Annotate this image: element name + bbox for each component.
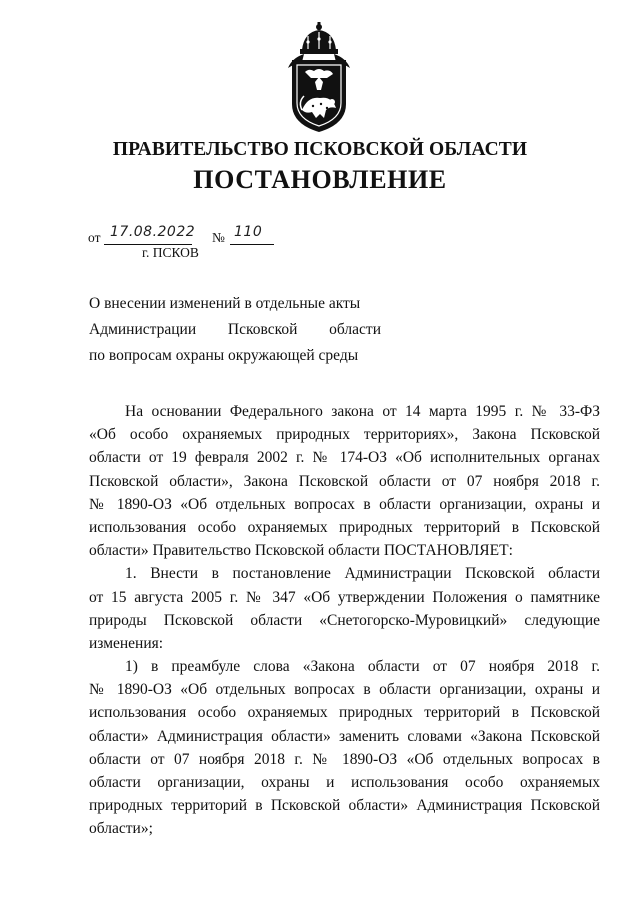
document-subject (89, 291, 381, 369)
pskov-coat-of-arms-icon (278, 22, 360, 134)
subject-word: области (329, 321, 381, 338)
body-line: «Об особо охраняемых природных территориях», Закона Псковской (89, 426, 600, 444)
number-value: 110 (234, 224, 263, 240)
body-line: области» Администрация области» заменить словами «Закона Псковской (89, 727, 600, 745)
document-type-title: ПОСТАНОВЛЕНИЕ (193, 165, 447, 194)
body-line: 1. Внести в постановление Администрации Псковской области (125, 565, 600, 583)
body-line: № 1890-ОЗ «Об отдельных вопросах в области организации, охраны и (89, 495, 600, 513)
subject-word: Псковской (227, 321, 298, 338)
body-line: Псковской области», Закона Псковской области от 07 ноября 2018 г. (89, 472, 600, 490)
number-underline (230, 244, 274, 245)
body-line: использования особо охраняемых природных территорий в Псковской (89, 518, 600, 536)
body-line: от 15 августа 2005 г. № 347 «Об утверждении Положения о памятнике (89, 588, 600, 606)
body-line: области от 19 февраля 2002 г. № 174-ОЗ «Об исполнительных органах (89, 449, 600, 467)
body-line: изменения: (89, 634, 164, 652)
document-body (89, 400, 600, 841)
body-line: использования особо охраняемых природных территорий в Псковской (89, 704, 600, 722)
government-title: ПРАВИТЕЛЬСТВО ПСКОВСКОЙ ОБЛАСТИ (112, 139, 528, 160)
subject-word: Администрации (89, 321, 197, 338)
body-line: области организации, охраны и использования особо охраняемых (89, 774, 600, 791)
body-line: На основании Федерального закона от 14 марта 1995 г. № 33-ФЗ (125, 403, 600, 420)
date-value: 17.08.2022 (110, 224, 196, 240)
body-line: № 1890-ОЗ «Об отдельных вопросах в области организации, охраны и (89, 681, 600, 699)
body-line: области»; (89, 820, 153, 838)
body-line: природных территорий в Псковской области» Администрация Псковской (89, 797, 600, 815)
subject-line: О внесении изменений в отдельные акты (89, 295, 361, 312)
body-line: природы Псковской области «Снетогорско-Муровицкий» следующие (89, 611, 600, 629)
body-line: области» Правительство Псковской области ПОСТАНОВЛЯЕТ: (89, 542, 513, 560)
subject-line (89, 317, 381, 343)
date-label: от (88, 230, 101, 245)
date-number-line (88, 224, 288, 247)
number-label: № (212, 230, 225, 245)
subject-line: по вопросам охраны окружающей среды (89, 347, 359, 364)
body-line: 1) в преамбуле слова «Закона области от 07 ноября 2018 г. (125, 658, 600, 676)
city-label: г. ПСКОВ (142, 245, 199, 260)
body-line: области от 07 ноября 2018 г. № 1890-ОЗ «Об отдельных вопросах в (89, 750, 600, 768)
